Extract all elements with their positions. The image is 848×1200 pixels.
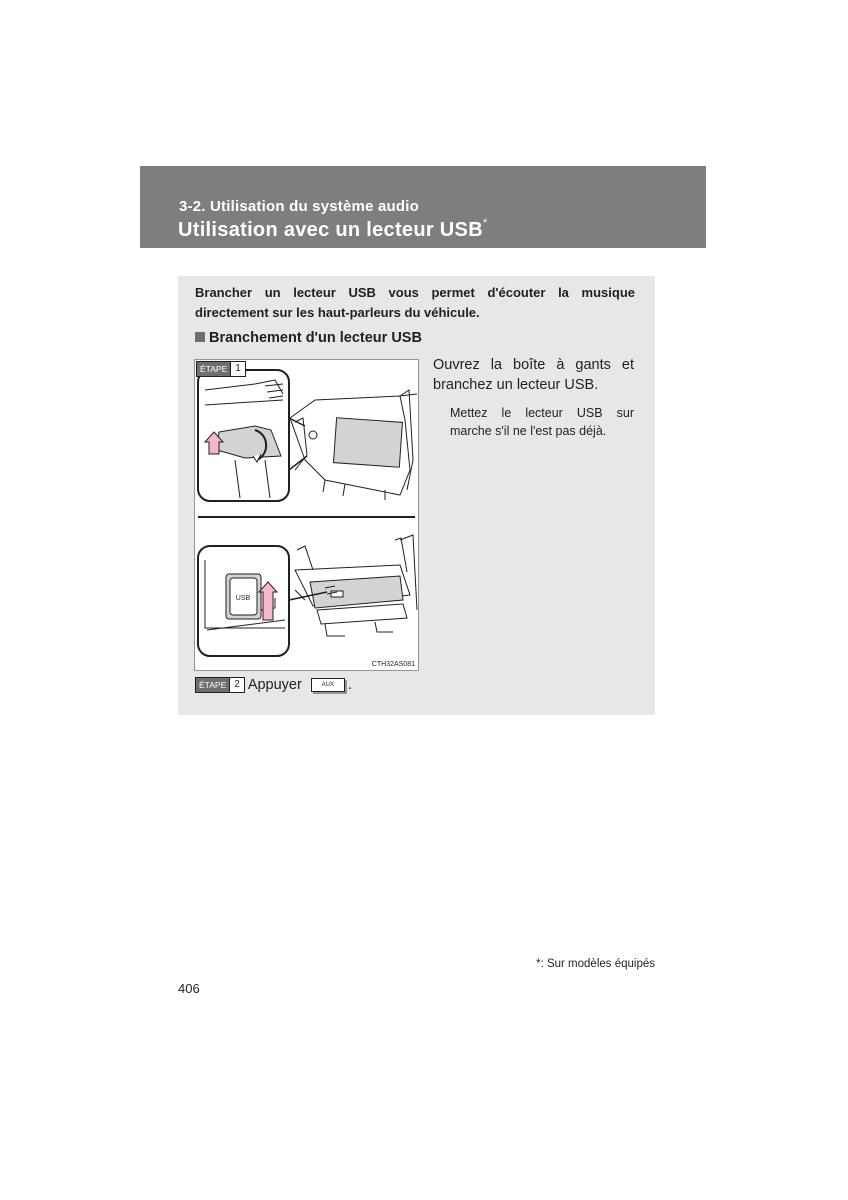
step-label: ÉTAPE [196,678,229,692]
subsection-heading [195,330,422,346]
subsection-title: Branchement d'un lecteur USB [209,330,422,346]
step-number: 1 [230,362,245,376]
step-1-text: Ouvrez la boîte à gants et branchez un lecteur USB. [433,357,634,393]
chapter-header [140,166,706,248]
footnote: *: Sur modèles équipés [536,958,655,970]
page-title [178,219,488,242]
title-footnote-mark: * [482,217,488,229]
illustration-figure [194,359,419,671]
step-2-badge [195,677,245,693]
page-number: 406 [178,981,200,996]
figure-code: CTH32AS081 [371,661,415,668]
step-1-note: Mettez le lecteur USB sur marche s'il ne l'est pas déjà. [450,406,634,438]
step-2-end: . [347,677,352,693]
section-label: 3-2. Utilisation du système audio [179,198,419,215]
glovebox-illustration [195,360,418,670]
step-2 [195,677,352,693]
content-box [178,276,655,715]
intro-paragraph: Brancher un lecteur USB vous permet d'écouter la musique directement sur les haut-parleurs du véhicule. [195,285,635,320]
step-label: ÉTAPE [197,362,230,376]
square-bullet-icon [195,332,205,342]
step-1-badge [196,361,246,377]
step-number: 2 [229,678,244,692]
page-title-text: Utilisation avec un lecteur USB [178,219,483,241]
step-2-text: Appuyer [247,677,302,693]
aux-button-icon: AUX [311,678,345,692]
usb-port-label: USB [235,595,251,602]
